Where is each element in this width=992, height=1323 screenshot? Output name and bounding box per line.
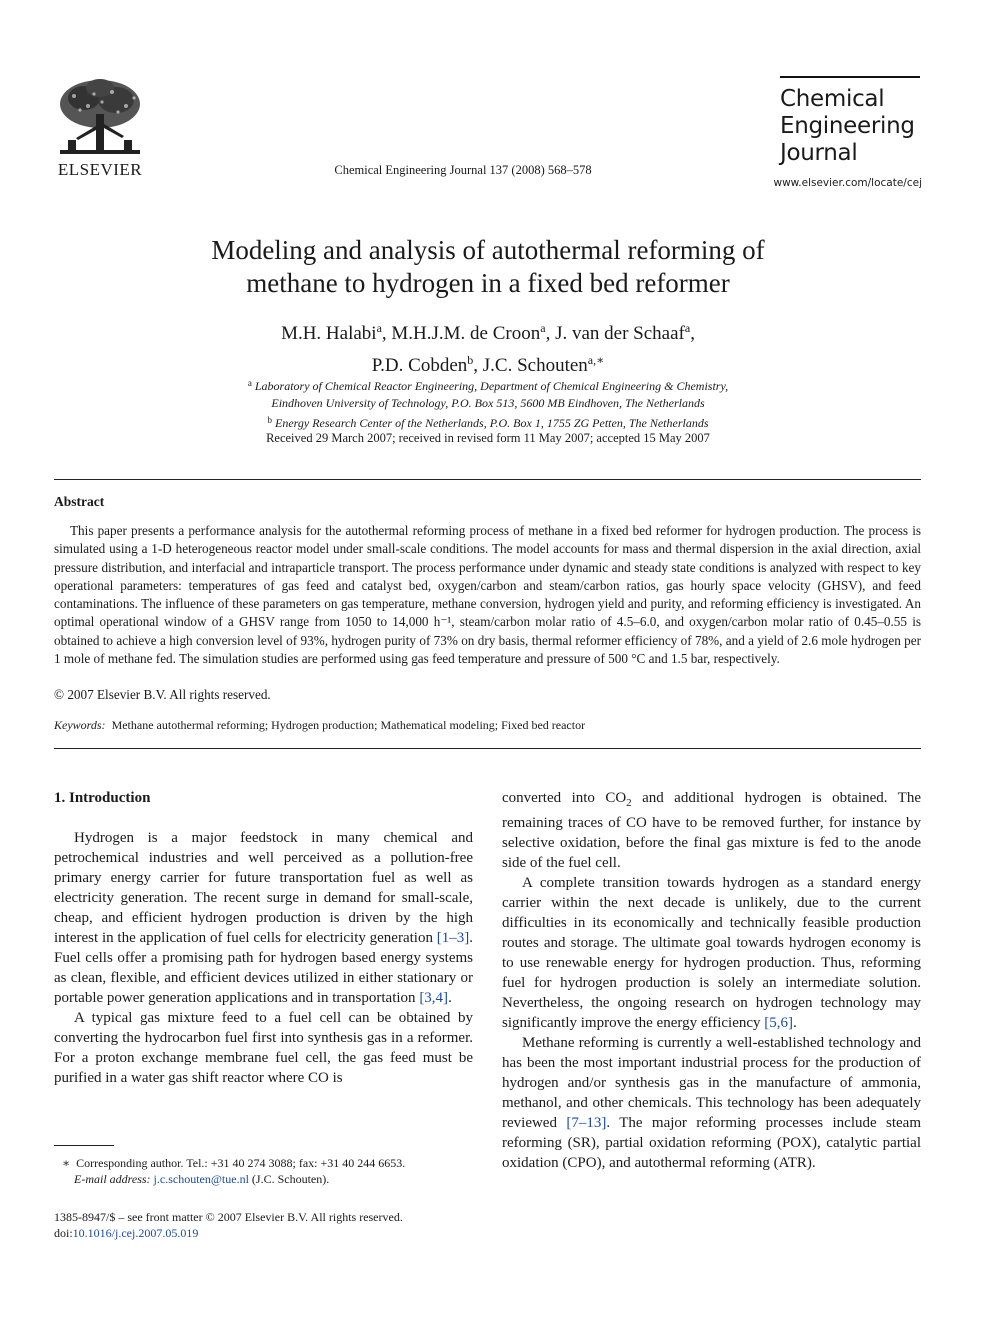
keywords-label: Keywords: <box>54 718 106 732</box>
email-label: E-mail address: <box>74 1172 151 1186</box>
author-list: M.H. Halabi$^a$, M.H.J.M. de Croon$^a$, J. van der Schaaf$^a$, P.D. Cobden$^b$, J.C. Schouten$^{a,∗}$ <box>281 321 695 376</box>
citation-link[interactable]: [7–13] <box>566 1115 607 1131</box>
abstract-heading: Abstract <box>54 494 105 509</box>
divider <box>54 748 921 749</box>
affiliation-line: Energy Research Center of the Netherlands, P.O. Box 1, 1755 ZG Petten, The Netherlands <box>275 416 709 430</box>
footnote-divider <box>54 1145 114 1146</box>
abstract-paragraph: This paper presents a performance analysis for the autothermal reforming process of methane in a fixed bed reformer for hydrogen production. The process is simulated using a 1-D heterogeneous reactor model under small-scale conditions. The model accounts for mass and thermal dispersion in the axial direction, axial pressure distribution, and interfacial and intraparticle transport. The process performance under dynamic and steady state conditions is analyzed with respect to key operational parameters: temperatures of gas feed and catalyst bed, oxygen/carbon and steam/carbon ratios, gas hourly space velocity (GHSV), and feed contaminations. The influence of these parameters on gas temperature, methane conversion, hydrogen yield and purity, and reforming efficiency is investigated. An optimal operational window of a GHSV range from 1050 to 14,000 h⁻¹, steam/carbon molar ratio of 4.5–6.0, and oxygen/carbon molar ratio of 0.45–0.55 is obtained to achieve a high conversion level of 93%, hydrogen purity of 73% on dry basis, thermal reformer efficiency of 78%, and a yield of 2.6 mole hydrogen per 1 mole of methane fed. The simulation studies are performed using gas feed temperature and pressure of 500 °C and 1.5 bar, respectively. <box>54 523 921 667</box>
author-name: M.H.J.M. de Croon <box>391 323 541 344</box>
author-name: J.C. Schouten <box>482 355 588 376</box>
keywords-text: Methane autothermal reforming; Hydrogen production; Mathematical modeling; Fixed bed reactor <box>111 718 586 732</box>
body-paragraph: A complete transition towards hydrogen as a standard energy carrier within the next decade is unlikely, due to the current difficulties in its economically and technically feasible production routes and storage. The ultimate goal towards hydrogen economy is to use renewable energy for hydrogen production. Thus, reforming fuel for hydrogen production is solely an intermediate solution. Nevertheless, the ongoing research on hydrogen technology may significantly improve the energy efficiency [5,6]. <box>502 875 921 1031</box>
title-line: methane to hydrogen in a fixed bed reformer <box>246 268 730 298</box>
journal-url-link[interactable]: www.elsevier.com/locate/cej <box>773 177 922 189</box>
body-paragraph: Hydrogen is a major feedstock in many chemical and petrochemical industries and well perceived as a pollution-free primary energy carrier for future transportation fuel as well as electricity generation. The recent surge in demand for small-scale, cheap, and efficient hydrogen production is driven by the high interest in the application of fuel cells for electricity generation [1–3]. Fuel cells offer a promising path for hydrogen based energy systems as clean, flexible, and efficient devices utilized in either stationary or portable power generation applications and in transportation [3,4]. <box>54 830 473 1006</box>
publisher-name: ELSEVIER <box>57 160 143 179</box>
email-link[interactable]: j.c.schouten@tue.nl <box>153 1172 249 1186</box>
citation-link[interactable]: [5,6] <box>764 1015 794 1031</box>
article-title <box>150 234 826 300</box>
author-affil-mark[interactable]: b <box>467 353 474 367</box>
affiliations <box>150 375 826 432</box>
citation-link[interactable]: [3,4] <box>419 990 449 1006</box>
doi-link[interactable]: 10.1016/j.cej.2007.05.019 <box>72 1226 199 1240</box>
author-name: J. van der Schaaf <box>555 323 685 344</box>
body-paragraph: Methane reforming is currently a well-established technology and has been the most important industrial process for the production of hydrogen and/or synthesis gas in the manufacture of ammonia, methanol, and other chemicals. This technology has been adequately reviewed [7–13]. The major reforming processes include steam reforming (SR), partial oxidation reforming (POX), catalytic partial oxidation (CPO), and autothermal reforming (ATR). <box>502 1035 922 1171</box>
journal-name-line: Engineering <box>780 113 915 139</box>
email-note: E-mail address: j.c.schouten@tue.nl (J.C. Schouten). <box>74 1172 330 1186</box>
body-paragraph: A typical gas mixture feed to a fuel cell can be obtained by converting the hydrocarbon fuel first into synthesis gas in a reformer. For a proton exchange membrane fuel cell, the gas feed must be purified in a water gas shift reactor where CO is <box>54 1010 473 1086</box>
affil-mark: a <box>247 378 252 388</box>
journal-name <box>780 86 920 167</box>
journal-name-line: Journal <box>780 140 858 166</box>
affiliation-line: Eindhoven University of Technology, P.O. Box 513, 5600 MB Eindhoven, The Netherlands <box>271 396 705 410</box>
copyright: © 2007 Elsevier B.V. All rights reserved. <box>54 687 271 702</box>
affiliation-line: Laboratory of Chemical Reactor Engineering, Department of Chemical Engineering & Chemistry, <box>254 379 729 393</box>
keywords <box>54 718 585 733</box>
body-column-right <box>502 788 921 1173</box>
journal-masthead <box>780 76 920 167</box>
body-column-left <box>54 788 473 1088</box>
author-name: P.D. Cobden <box>371 355 468 376</box>
front-matter-note: 1385-8947/$ – see front matter © 2007 Elsevier B.V. All rights reserved. <box>54 1210 403 1224</box>
affil-mark: b <box>267 415 272 425</box>
received-dates: Received 29 March 2007; received in revised form 11 May 2007; accepted 15 May 2007 <box>266 431 710 445</box>
title-line: Modeling and analysis of autothermal reforming of <box>211 235 765 265</box>
divider <box>54 479 921 480</box>
journal-reference: Chemical Engineering Journal 137 (2008) 568–578 <box>334 163 592 177</box>
author-affil-mark[interactable]: a,∗ <box>587 353 605 367</box>
citation-link[interactable]: [1–3] <box>436 930 470 946</box>
journal-name-line: Chemical <box>780 86 885 112</box>
author-affil-mark[interactable]: a <box>684 321 691 335</box>
doi-note: doi:10.1016/j.cej.2007.05.019 <box>54 1226 199 1240</box>
abstract-body <box>54 522 921 668</box>
author-name: M.H. Halabi <box>281 323 377 344</box>
section-heading: 1. Introduction <box>54 790 151 806</box>
author-affil-mark[interactable]: a <box>376 321 382 335</box>
body-paragraph: converted into $CO_2$ and additional hydrogen is obtained. The remaining traces of CO have to be removed further, for instance by selective oxidation, before the final gas mixture is fed to the anode side of the fuel cell. <box>502 790 921 871</box>
author-affil-mark[interactable]: a <box>540 321 546 335</box>
corresponding-author-note: ∗ Corresponding author. Tel.: +31 40 274 3088; fax: +31 40 244 6653. <box>62 1156 406 1170</box>
